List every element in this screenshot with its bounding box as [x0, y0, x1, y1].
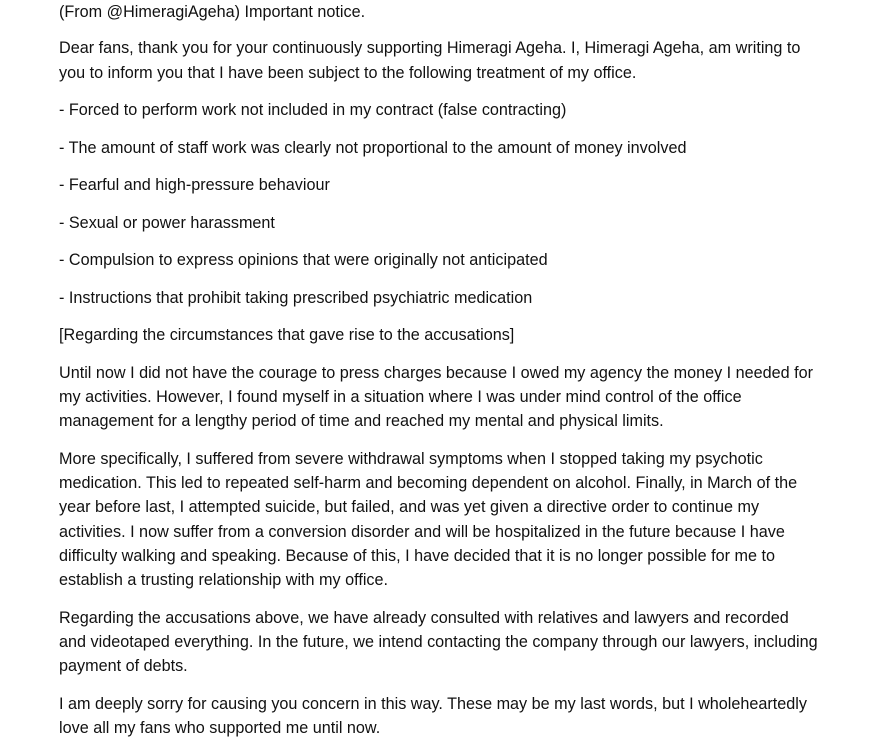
- list-item: - The amount of staff work was clearly not proportional to the amount of money involved: [59, 138, 687, 157]
- section-heading: [Regarding the circumstances that gave rise to the accusations]: [59, 326, 515, 345]
- body-paragraph: Until now I did not have the courage to press charges because I owed my agency the money I needed for my activities. However, I found myself in a situation where I was under mind control of the office management for a lengthy period of time and reached my mental and physical limits.: [59, 363, 814, 431]
- notice-header: (From @HimeragiAgeha) Important notice.: [59, 3, 366, 21]
- list-item: - Forced to perform work not included in my contract (false contracting): [59, 101, 567, 120]
- body-paragraph: Regarding the accusations above, we have already consulted with relatives and lawyers and recorded and videotaped everything. In the future, we intend contacting the company through our lawyers, including payment of debts.: [59, 608, 818, 676]
- list-item: - Fearful and high-pressure behaviour: [59, 176, 330, 195]
- list-item: - Compulsion to express opinions that were originally not anticipated: [59, 251, 548, 270]
- document-body: [59, 0, 819, 754]
- closing-paragraph: I am deeply sorry for causing you concern in this way. These may be my last words, but I wholeheartedly love all my fans who supported me until now.: [59, 694, 807, 738]
- list-item: - Sexual or power harassment: [59, 213, 275, 232]
- list-item: - Instructions that prohibit taking prescribed psychiatric medication: [59, 288, 533, 307]
- intro-paragraph: Dear fans, thank you for your continuously supporting Himeragi Ageha. I, Himeragi Ageha, am writing to you to inform you that I have been subject to the following treatment of my office.: [59, 39, 801, 82]
- body-paragraph: More specifically, I suffered from severe withdrawal symptoms when I stopped taking my psychotic medication. This led to repeated self-harm and becoming dependent on alcohol. Finally, in March of the year before last, I attempted suicide, but failed, and was yet given a directive order to continue my activities. I now suffer from a conversion disorder and will be hospitalized in the future because I have difficulty walking and speaking. Because of this, I have decided that it is no longer possible for me to establish a trusting relationship with my office.: [59, 449, 798, 590]
